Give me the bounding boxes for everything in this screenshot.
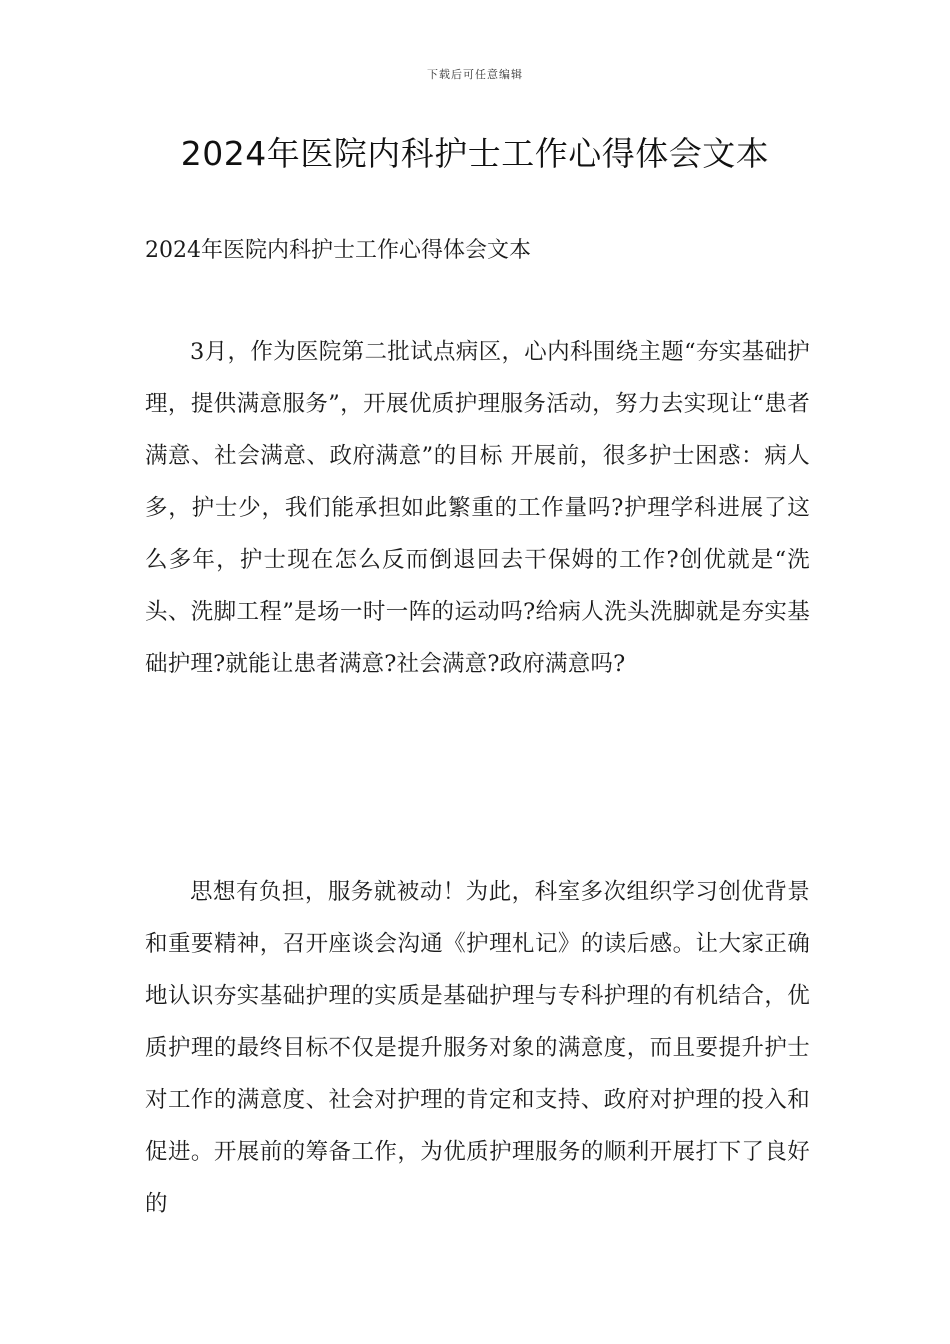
- document-subtitle: 2024年医院内科护士工作心得体会文本: [145, 238, 531, 263]
- body-paragraph: 思想有负担，服务就被动！为此，科室多次组织学习创优背景和重要精神，召开座谈会沟通《护理札记》的读后感。让大家正确地认识夯实基础护理的实质是基础护理与专科护理的有机结合，优质护理的最终目标不仅是提升服务对象的满意度，而且要提升护士对工作的满意度、社会对护理的肯定和支持、政府对护理的投入和促进。开展前的筹备工作，为优质护理服务的顺利开展打下了良好的: [145, 879, 810, 1217]
- header-note: 下载后可任意编辑: [427, 68, 523, 81]
- document-title: 2024年医院内科护士工作心得体会文本: [180, 134, 770, 173]
- body-paragraph: 3月，作为医院第二批试点病区，心内科围绕主题“夯实基础护理，提供满意服务”，开展优质护理服务活动，努力去实现让“患者满意、社会满意、政府满意”的目标 开展前，很多护士困惑：病人多，护士少，我们能承担如此繁重的工作量吗?护理学科进展了这么多年，护士现在怎么反而倒退回去干保姆的工作?创优就是“洗头、洗脚工程”是场一时一阵的运动吗?给病人洗头洗脚就是夯实基础护理?就能让患者满意?社会满意?政府满意吗?: [145, 339, 810, 677]
